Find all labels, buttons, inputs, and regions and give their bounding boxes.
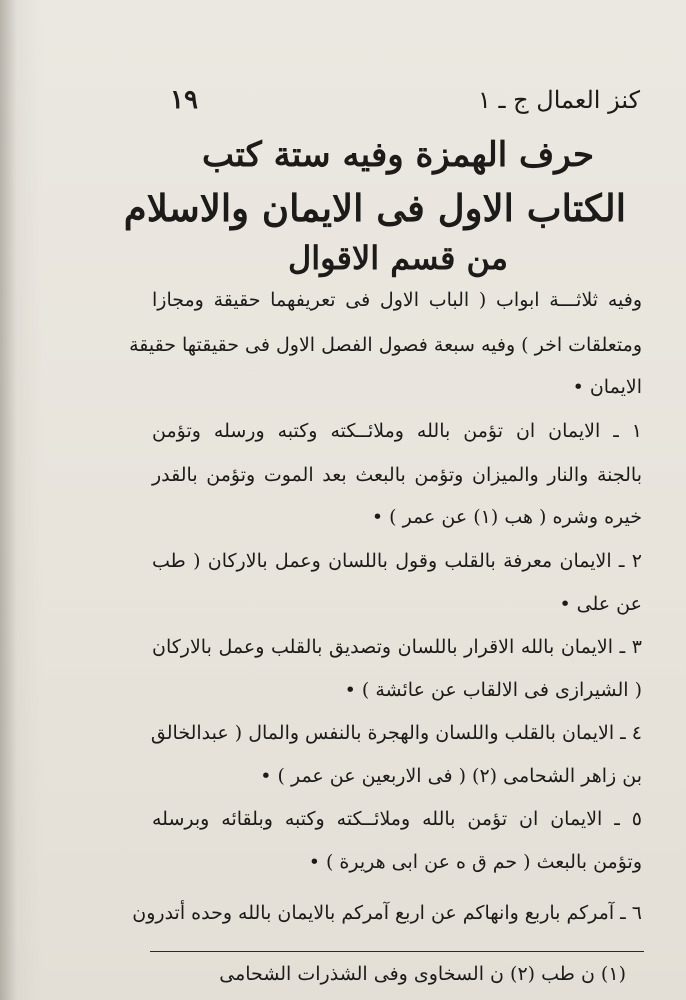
hadith-line: ١ ـ الايمان ان تؤمن بالله وملائــكته وكتبه ورسله وتؤمن xyxy=(152,420,642,442)
footnote: (١) ن طب (٢) ن السخاوى وفى الشذرات الشحامى xyxy=(219,963,626,985)
hadith-line: خيره وشره ( هب (١) عن عمر ) • xyxy=(371,506,642,528)
running-head: كنز العمال ج ـ ١ xyxy=(477,86,640,114)
footnote-divider xyxy=(150,951,644,952)
hadith-line: وتؤمن بالبعث ( حم ق ه عن ابى هريرة ) • xyxy=(308,851,642,873)
hadith-line: ٤ ـ الايمان بالقلب واللسان والهجرة بالنفس والمال ( عبدالخالق xyxy=(150,722,642,744)
body-line: ومتعلقات اخر ) وفيه سبعة فصول الفصل الاول فى حقيقتها حقيقة xyxy=(129,334,642,356)
hadith-line: ٥ ـ الايمان ان تؤمن بالله وملائــكته وكتبه وبلقائه وبرسله xyxy=(152,808,642,830)
hadith-line: بالجنة والنار والميزان وتؤمن بالبعث بعد الموت وتؤمن بالقدر xyxy=(152,464,642,486)
section-heading: حرف الهمزة وفيه ستة كتب xyxy=(201,135,595,175)
body-line: وفيه ثلاثـــة ابواب ( الباب الاول فى تعريفهما حقيقة ومجازا xyxy=(152,289,642,311)
hadith-line: عن على • xyxy=(559,593,642,615)
book-title: الكتاب الاول فى الايمان والاسلام xyxy=(123,186,626,230)
hadith-line: ( الشيرازى فى الالقاب عن عائشة ) • xyxy=(344,679,642,701)
body-line: الايمان • xyxy=(572,376,642,398)
hadith-line: بن زاهر الشحامى (٢) ( فى الاربعين عن عمر ) • xyxy=(260,765,642,787)
hadith-line: ٦ ـ آمركم باربع وانهاكم عن اربع آمركم بالايمان بالله وحده أتدرون xyxy=(132,902,642,924)
hadith-line: ٣ ـ الايمان بالله الاقرار باللسان وتصديق بالقلب وعمل بالاركان xyxy=(152,636,642,658)
page-gutter-shadow xyxy=(0,0,42,1000)
subsection-heading: من قسم الاقوال xyxy=(287,239,509,277)
hadith-line: ٢ ـ الايمان معرفة بالقلب وقول باللسان وعمل بالاركان ( طب xyxy=(152,550,642,572)
page-number: ١٩ xyxy=(170,85,198,115)
page-header xyxy=(170,80,640,120)
